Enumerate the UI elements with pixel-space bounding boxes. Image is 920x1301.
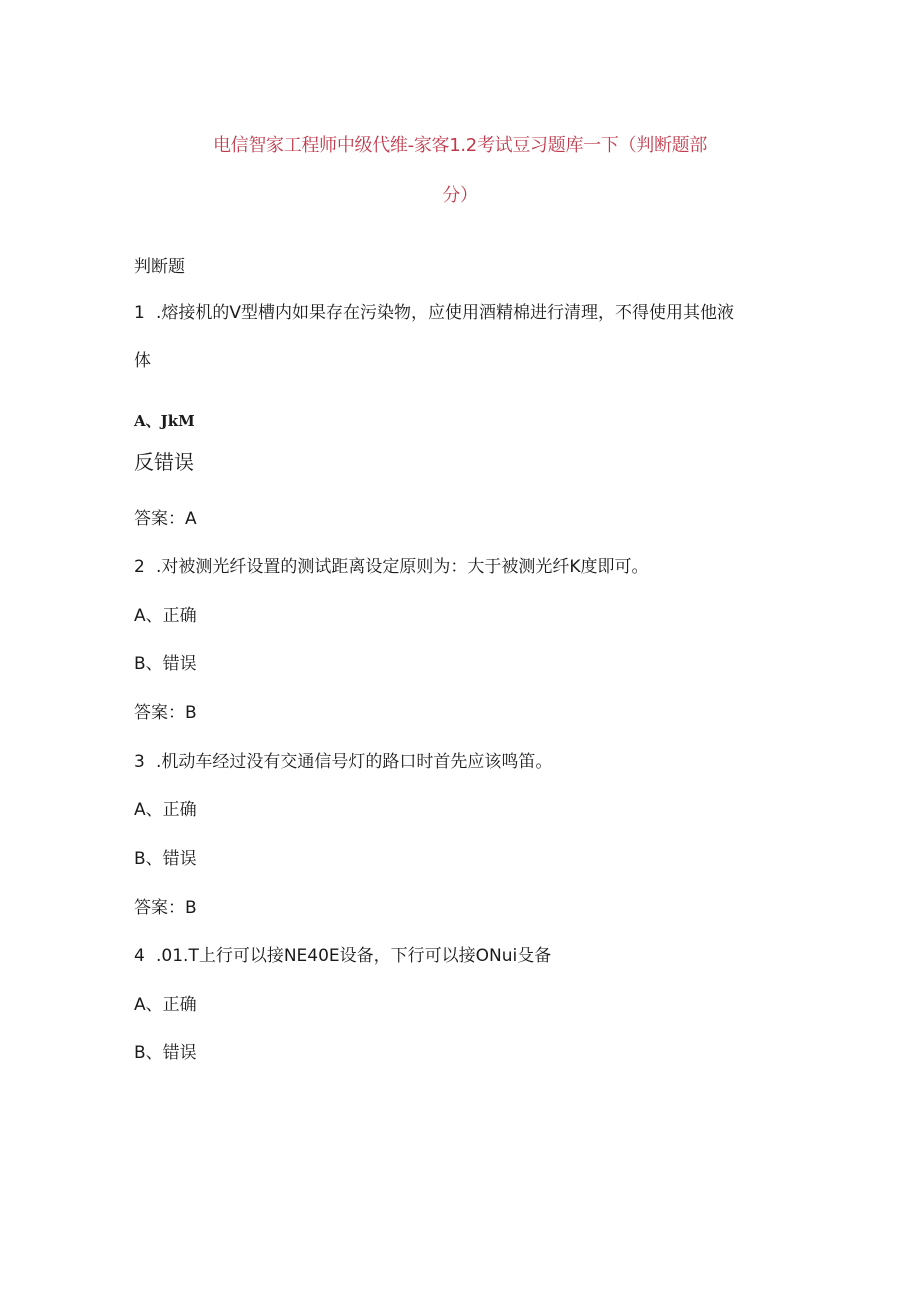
question-3-text: .机动车经过没有交通信号灯的路口时首先应该鸣笛。 [156,752,553,772]
question-1-option-b: 反错误 [134,450,194,474]
question-1-option-a: A、JkM [134,412,195,430]
question-4-number: 4 [134,946,145,966]
question-2-option-b: B、错误 [134,654,197,674]
question-3-line-1 [134,751,552,773]
question-4-line-1 [134,945,551,967]
question-4-option-a: A、正确 [134,995,197,1015]
question-2-line-1 [134,556,649,578]
document-title-line-2: 分） [442,185,478,206]
section-heading: 判断题 [134,257,185,277]
question-3-option-b: B、错误 [134,849,197,869]
question-1-number: 1 [134,303,145,323]
question-1-text: .熔接机的V型槽内如果存在污染物，应使用酒精棉进行清理，不得使用其他液 [156,303,735,323]
question-1-line-2: 体 [134,351,151,371]
question-3-option-a: A、正确 [134,800,197,820]
question-2-text: .对被测光纤设置的测试距离设定原则为：大于被测光纤K度即可。 [156,557,649,577]
question-1-answer: 答案：A [134,509,197,529]
question-3-answer: 答案：B [134,898,197,918]
question-2-answer: 答案：B [134,703,197,723]
question-4-text: .01.T上行可以接NE40E设备，下行可以接ONui殳备 [156,946,552,966]
question-3-number: 3 [134,752,145,772]
question-2-option-a: A、正确 [134,606,197,626]
question-1-line-1 [134,302,734,324]
question-2-number: 2 [134,557,145,577]
document-title-line-1: 电信智家工程师中级代维-家客1.2考试豆习题库一下（判断题部 [212,135,708,156]
question-4-option-b: B、错误 [134,1043,197,1063]
